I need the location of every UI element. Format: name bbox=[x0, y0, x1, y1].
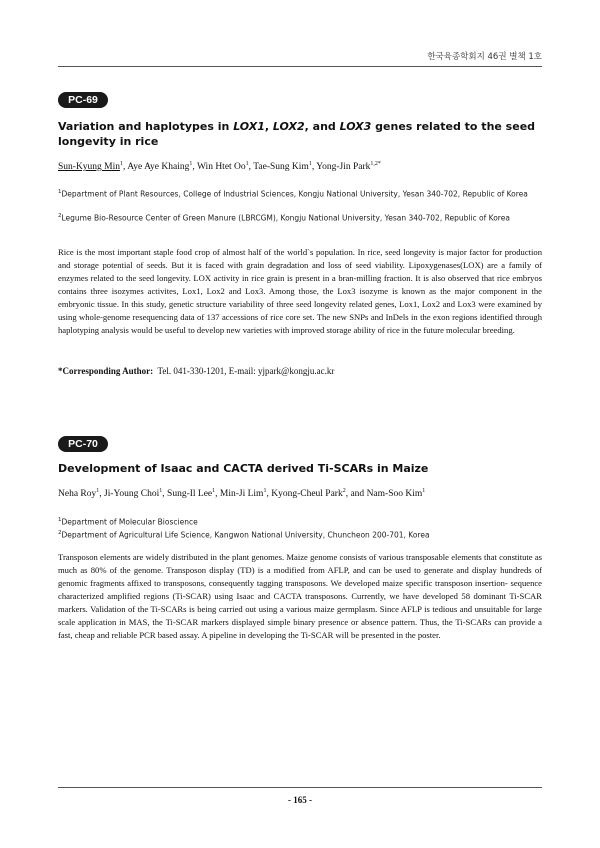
article-title bbox=[58, 119, 542, 149]
affiliation-sup: 2 bbox=[58, 530, 62, 536]
article-title: Development of Isaac and CACTA derived Ti-SCARs in Maize bbox=[58, 462, 429, 475]
author-sup: 1 bbox=[422, 488, 426, 494]
article-badge: PC-70 bbox=[58, 436, 108, 452]
author-name: Ji-Young Choi bbox=[104, 489, 160, 500]
author-name: Tae-Sung Kim bbox=[253, 162, 309, 173]
title-text: genes related to the seed longevity in rice bbox=[58, 120, 536, 148]
affiliation bbox=[58, 186, 542, 201]
title-text: , and bbox=[304, 120, 340, 133]
author-sup: 1 bbox=[120, 161, 124, 167]
affiliation-text: Department of Molecular Bioscience bbox=[61, 517, 198, 527]
author-sup: 1 bbox=[245, 161, 249, 167]
author-name: Aye Aye Khaing bbox=[127, 162, 190, 173]
author-sup: 1,2* bbox=[370, 161, 381, 167]
corresponding-author bbox=[58, 366, 334, 376]
gene-name: LOX3 bbox=[339, 120, 372, 133]
affiliation-text: Department of Agricultural Life Science, Kangwon National University, Chuncheon 200-701, Korea bbox=[61, 530, 430, 540]
author-name: Min-Ji Lim bbox=[219, 489, 264, 500]
author-sup: 1 bbox=[308, 161, 312, 167]
author-name: Neha Roy bbox=[58, 489, 97, 500]
abstract-text: Transposon elements are widely distributed in the plant genomes. Maize genome consists of various transposable elements that constitute as much as 80% of the genome. Transposon display (TD) is a modified from AFLP, and can be used to generate and display hundreds of genomic fragments affixed to transposons, consequently tagging transposons. We developed maize specific transposon insertion- sequence characterized amplified regions (Ti-SCAR) using Isaac and CACTA transposons. Currently, we have developed 58 dominant Ti-SCAR markers. Validation of the Ti-SCARs is being carried out using a various maize germplasm. Since AFLP is tedious and unsuitable for large scale application in MAS, the Ti-SCAR markers displayed simple binary presence or absence pattern. Thus, the Ti-SCARs can provide a fast, cheap and reliable PCR based assay. A pipeline in developing the Ti-SCAR will be presented in the poster. bbox=[58, 552, 542, 640]
author-sup: 1 bbox=[189, 161, 193, 167]
author-name: Win Htet Oo bbox=[196, 162, 246, 173]
affiliation bbox=[58, 210, 542, 225]
author-sup: 1 bbox=[212, 488, 216, 494]
affiliation-sup: 2 bbox=[58, 213, 62, 219]
journal-header: 한국육종학회지 46권 별책 1호 bbox=[427, 52, 542, 62]
author-name: Kyong-Cheul Park bbox=[271, 489, 343, 500]
article-badge: PC-69 bbox=[58, 92, 108, 108]
author-name: Nam-Soo Kim bbox=[366, 489, 423, 500]
affiliation-text: Legume Bio-Resource Center of Green Manure (LBRCGM), Kongju National University, Yesan 340-702, Republic of Korea bbox=[61, 213, 510, 223]
author-name: Sun-Kyung Min bbox=[58, 162, 121, 173]
author-list: Neha Roy$^1$, Ji-Young Choi$^1$, Sung-Il Lee$^1$, Min-Ji Lim$^1$, Kyong-Cheul Park$^2$, and Nam-Soo Kim$^1$ bbox=[58, 488, 426, 500]
contact-label: *Corresponding Author: bbox=[58, 366, 154, 376]
contact-info: Tel. 041-330-1201, E-mail: yjpark@kongju.ac.kr bbox=[157, 366, 335, 376]
author-list: Sun-Kyung Min$^1$, Aye Aye Khaing$^1$, Win Htet Oo$^1$, Tae-Sung Kim$^1$, Yong-Jin Park$^{1,2*}$ bbox=[58, 161, 381, 173]
affiliation bbox=[58, 527, 542, 542]
abstract-text: Rice is the most important staple food crop of almost half of the world`s population. In rice, seed longevity is major factor for production and storage potential of seeds. But it is faced with grain degradation and loss of seed viability. Lipoxygenases(LOX) are a family of enzymes related to the seed longevity. LOX activity in rice grain is present in a bran-milling fraction. It is also observed that rice embryos contains three isozymes activites, Lox1, Lox2 and Lox3. Among those, the Lox3 isozyme is known as the major component in the embryonic tissue. In this study, genetic structure variability of three seed longevity related genes, Lox1, Lox2 and Lox3 were examined by using whole-genome resequencing data of 137 accessions of rice core set. The new SNPs and InDels in the exon regions identified through haplotyping analysis would be useful to develop new varieties with improved storage ability of rice in the future molecular breeding. bbox=[58, 247, 542, 335]
affiliation-sup: 1 bbox=[58, 517, 62, 523]
affiliation-sup: 1 bbox=[58, 189, 62, 195]
author-sup: 2 bbox=[342, 488, 346, 494]
gene-name: LOX1 bbox=[233, 120, 265, 133]
header-rule bbox=[58, 66, 542, 67]
author-name: Yong-Jin Park bbox=[316, 162, 371, 173]
author-sup: 1 bbox=[96, 488, 100, 494]
author-sup: 1 bbox=[263, 488, 267, 494]
author-name: Sung-Il Lee bbox=[167, 489, 213, 500]
title-text: , bbox=[264, 120, 273, 133]
page-number: - 165 - bbox=[288, 795, 312, 805]
affiliation-text: Department of Plant Resources, College of Industrial Sciences, Kongju National University, Yesan 340-702, Republic of Korea bbox=[61, 189, 528, 199]
title-text: Variation and haplotypes in bbox=[58, 120, 234, 133]
gene-name: LOX2 bbox=[272, 120, 305, 133]
footer-rule bbox=[58, 787, 542, 788]
author-sup: 1 bbox=[159, 488, 163, 494]
